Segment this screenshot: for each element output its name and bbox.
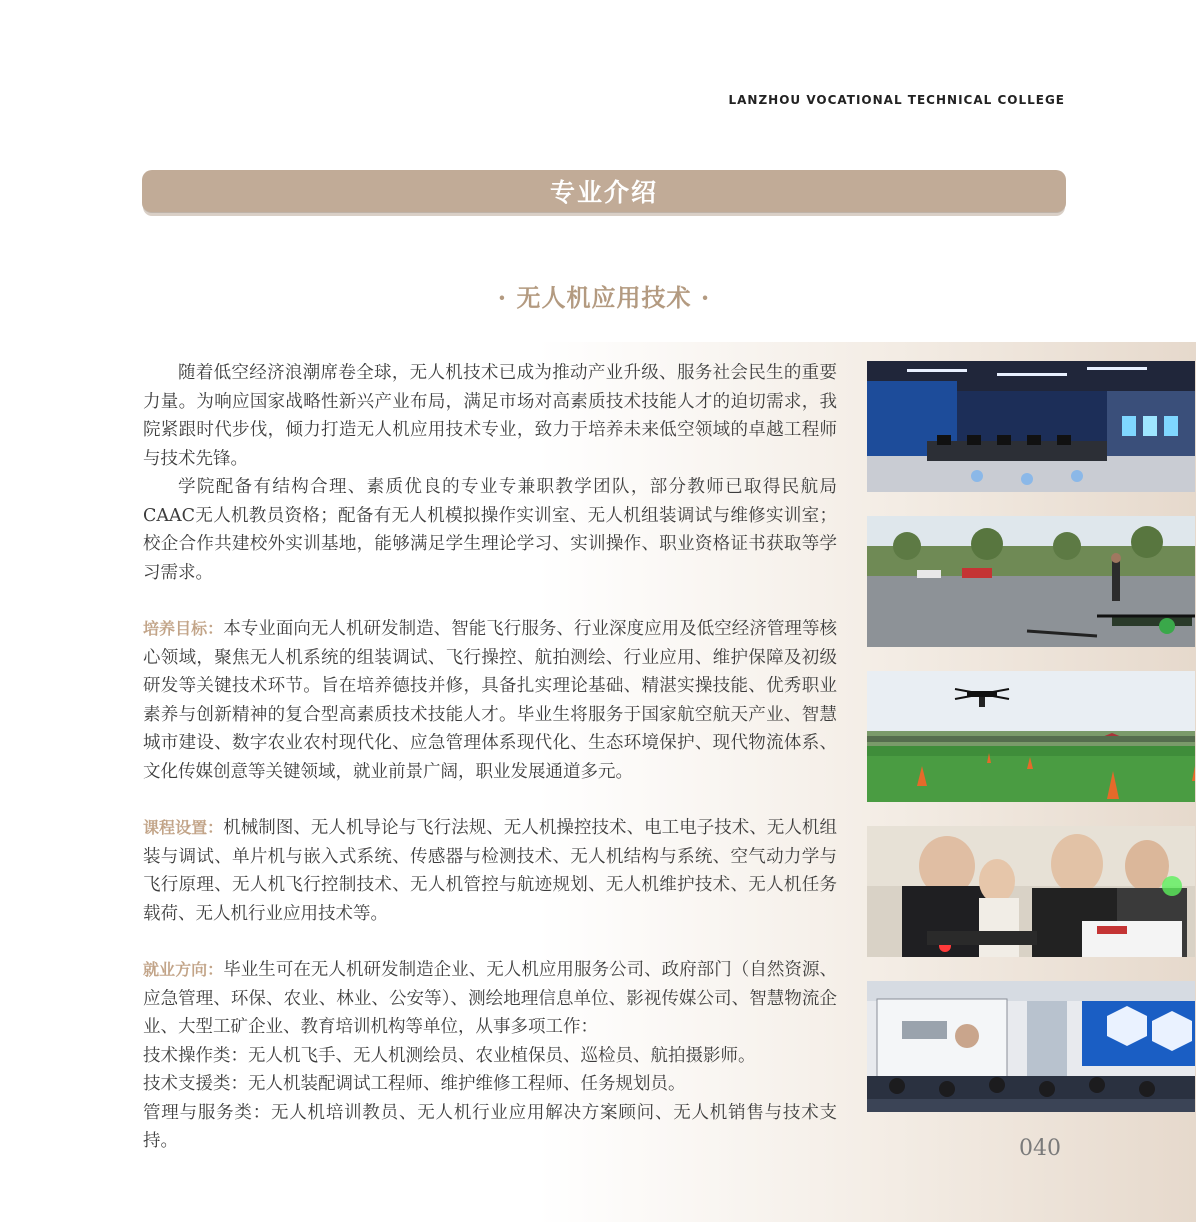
goals-text: 本专业面向无人机研发制造、智能飞行服务、行业深度应用及低空经济管理等核心领域，聚焦无人机系统的组装调试、飞行操控、航拍测绘、行业应用、维护保障及初级研发等关键技术环节。旨在培养德技并修，具备扎实理论基础、精湛实操技能、优秀职业素养与创新精神的复合型高素质技术技能人才。毕业生将服务于国家航空航天产业、智慧城市建设、数字农业农村现代化、应急管理体系现代化、生态环境保护、现代物流体系、文化传媒创意等关键领域，就业前景广阔，职业发展通道多元。 bbox=[143, 619, 837, 782]
major-title: · 无人机应用技术 · bbox=[497, 283, 711, 312]
careers-label: 就业方向： bbox=[143, 960, 224, 979]
courses-text: 机械制图、无人机导论与飞行法规、无人机操控技术、电工电子技术、无人机组装与调试、单片机与嵌入式系统、传感器与检测技术、无人机结构与系统、空气动力学与飞行原理、无人机飞行控制技术、无人机管控与航迹规划、无人机维护技术、无人机任务载荷、无人机行业应用技术等。 bbox=[143, 818, 837, 924]
section-banner bbox=[142, 170, 1066, 213]
photo-field-flight bbox=[867, 671, 1195, 802]
careers-paragraph bbox=[143, 956, 837, 1042]
photo-outdoor-drones bbox=[867, 516, 1195, 647]
intro-paragraph-1: 随着低空经济浪潮席卷全球，无人机技术已成为推动产业升级、服务社会民生的重要力量。为响应国家战略性新兴产业布局，满足市场对高素质技术技能人才的迫切需求，我院紧跟时代步伐，倾力打造无人机应用技术专业，致力于培养未来低空领域的卓越工程师与技术先锋。 bbox=[143, 363, 837, 469]
banner-title: 专业介绍 bbox=[549, 178, 658, 207]
careers-line-3: 管理与服务类：无人机培训教员、无人机行业应用解决方案顾问、无人机销售与技术支持。 bbox=[143, 1102, 837, 1151]
photo-classroom bbox=[867, 981, 1195, 1112]
main-content bbox=[143, 359, 837, 1156]
intro-paragraph-2: 学院配备有结构合理、素质优良的专业专兼职教学团队，部分教师已取得民航局CAAC无人机教员资格；配备有无人机模拟操作实训室、无人机组装调试与维修实训室；校企合作共建校外实训基地，能够满足学生理论学习、实训操作、职业资格证书获取等学习需求。 bbox=[143, 477, 837, 583]
college-english-name: LANZHOU VOCATIONAL TECHNICAL COLLEGE bbox=[728, 93, 1065, 107]
page-number: 040 bbox=[1019, 1136, 1061, 1161]
photo-training-room bbox=[867, 361, 1195, 492]
goals-label: 培养目标： bbox=[143, 619, 224, 638]
careers-line-1: 技术操作类：无人机飞手、无人机测绘员、农业植保员、巡检员、航拍摄影师。 bbox=[143, 1045, 756, 1066]
careers-text: 毕业生可在无人机研发制造企业、无人机应用服务公司、政府部门（自然资源、应急管理、环保、农业、林业、公安等）、测绘地理信息单位、影视传媒公司、智慧物流企业、大型工矿企业、教育培训机构等单位，从事多项工作： bbox=[143, 960, 837, 1037]
careers-line-2: 技术支援类：无人机装配调试工程师、维护维修工程师、任务规划员。 bbox=[143, 1074, 686, 1094]
photo-column bbox=[867, 361, 1195, 1136]
courses-paragraph bbox=[143, 814, 837, 928]
photo-assembly-lab bbox=[867, 826, 1195, 957]
courses-label: 课程设置： bbox=[143, 818, 224, 837]
goals-paragraph bbox=[143, 615, 837, 786]
